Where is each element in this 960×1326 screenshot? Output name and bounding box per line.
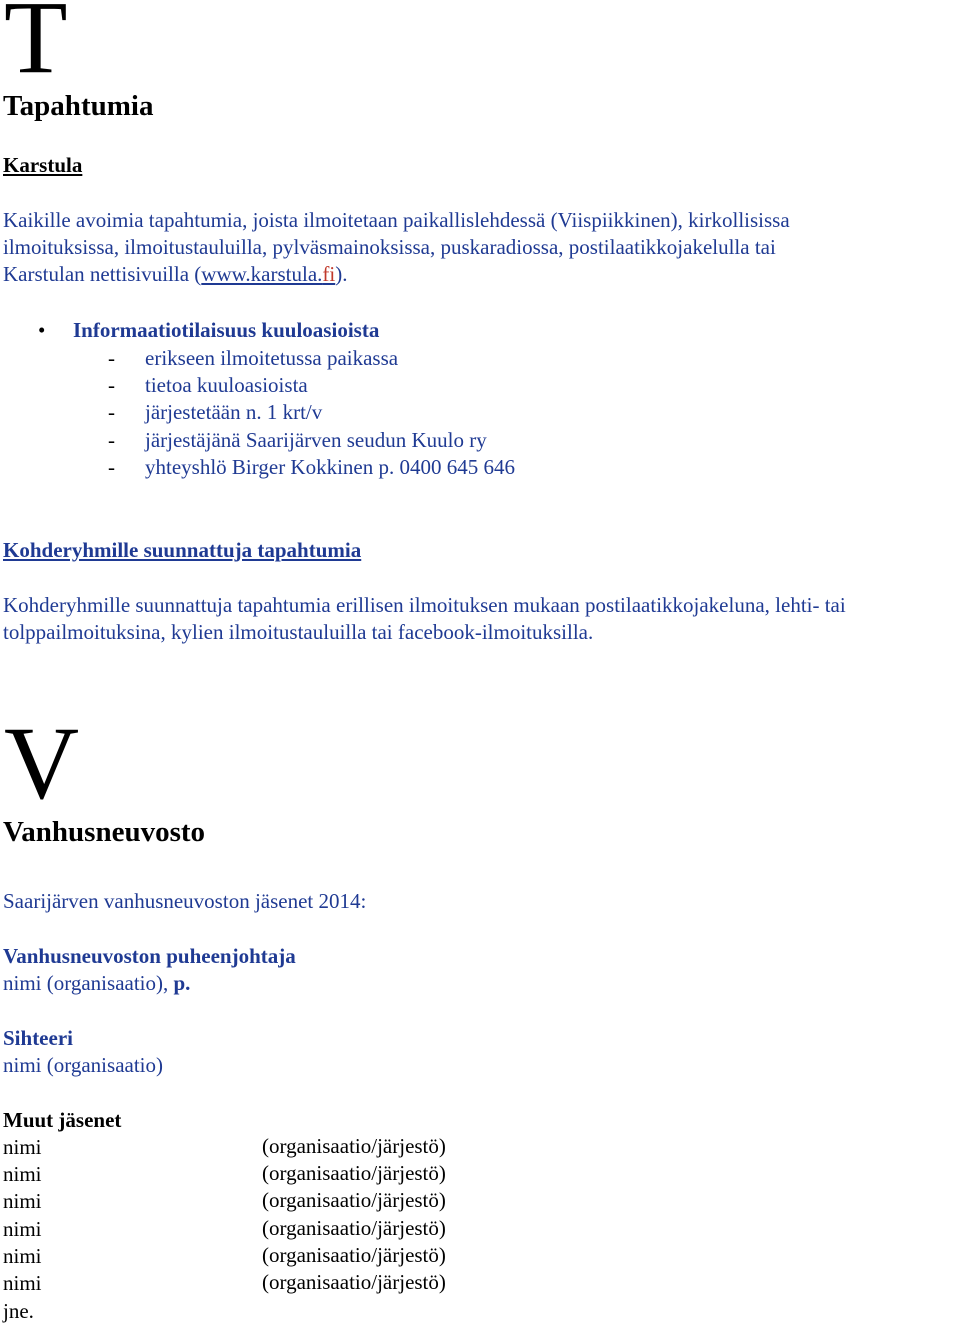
kohderyhmat-text-line-1: Kohderyhmille suunnattuja tapahtumia erillisen ilmoituksen mukaan postilaatikkojakeluna, lehti- tai <box>3 593 846 617</box>
member-name: nimi <box>3 1162 42 1186</box>
karstula-text-line-3 <box>3 261 347 288</box>
karstula-link[interactable] <box>201 262 335 286</box>
dash-marker: - <box>108 455 115 479</box>
member-org: (organisaatio/järjestö) <box>262 1134 446 1158</box>
heading-karstula: Karstula <box>3 153 83 177</box>
bullet-dot: • <box>38 318 46 342</box>
member-org: (organisaatio/järjestö) <box>262 1270 446 1294</box>
member-org: (organisaatio/järjestö) <box>262 1243 446 1267</box>
chair-phone: p. <box>173 971 191 995</box>
chair-line <box>3 970 190 997</box>
member-name: nimi <box>3 1244 42 1268</box>
letter-v: V <box>4 706 80 821</box>
bullet-item: tietoa kuuloasioista <box>145 373 308 397</box>
secretary-name: nimi (organisaatio) <box>3 1053 163 1077</box>
member-name: nimi <box>3 1189 42 1213</box>
bullet-item: järjestetään n. 1 krt/v <box>145 400 323 424</box>
bullet-item: järjestäjänä Saarijärven seudun Kuulo ry <box>145 428 487 452</box>
karstula-text-line-2: ilmoituksissa, ilmoitustauluilla, pylväsmainoksissa, puskaradiossa, postilaatikkojakelulla tai <box>3 235 776 259</box>
member-org: (organisaatio/järjestö) <box>262 1188 446 1212</box>
karstula-text-line-1: Kaikille avoimia tapahtumia, joista ilmoitetaan paikallislehdessä (Viispiikkinen), kirkollisissa <box>3 208 790 232</box>
member-name: nimi <box>3 1217 42 1241</box>
dash-marker: - <box>108 428 115 452</box>
member-org: (organisaatio/järjestö) <box>262 1216 446 1240</box>
chair-name: nimi (organisaatio), <box>3 971 174 995</box>
members-etc: jne. <box>3 1299 34 1323</box>
member-org: (organisaatio/järjestö) <box>262 1161 446 1185</box>
kohderyhmat-text-line-2: tolppailmoituksina, kylien ilmoitustauluilla tai facebook-ilmoituksilla. <box>3 620 594 644</box>
dash-marker: - <box>108 400 115 424</box>
section-title-tapahtumia: Tapahtumia <box>3 90 154 122</box>
bullet-item: yhteyshlö Birger Kokkinen p. 0400 645 646 <box>145 455 516 479</box>
dash-marker: - <box>108 346 115 370</box>
bullet-title: Informaatiotilaisuus kuuloasioista <box>73 318 380 342</box>
karstula-link-part-2[interactable]: fi <box>322 262 336 286</box>
heading-kohderyhmat: Kohderyhmille suunnattuja tapahtumia <box>3 538 362 562</box>
section-title-vanhusneuvosto: Vanhusneuvosto <box>3 816 206 848</box>
karstula-text-prefix: Karstulan nettisivuilla ( <box>3 262 202 286</box>
members-title: Muut jäsenet <box>3 1108 122 1132</box>
letter-t: T <box>4 0 68 95</box>
secretary-title: Sihteeri <box>3 1026 73 1050</box>
karstula-text-suffix: ). <box>335 262 348 286</box>
bullet-item: erikseen ilmoitetussa paikassa <box>145 346 399 370</box>
vanhusneuvosto-intro: Saarijärven vanhusneuvoston jäsenet 2014: <box>3 889 367 913</box>
karstula-link-part-1[interactable]: www.karstula. <box>201 262 323 286</box>
member-name: nimi <box>3 1271 42 1295</box>
member-name: nimi <box>3 1135 42 1159</box>
chair-title: Vanhusneuvoston puheenjohtaja <box>3 944 296 968</box>
dash-marker: - <box>108 373 115 397</box>
